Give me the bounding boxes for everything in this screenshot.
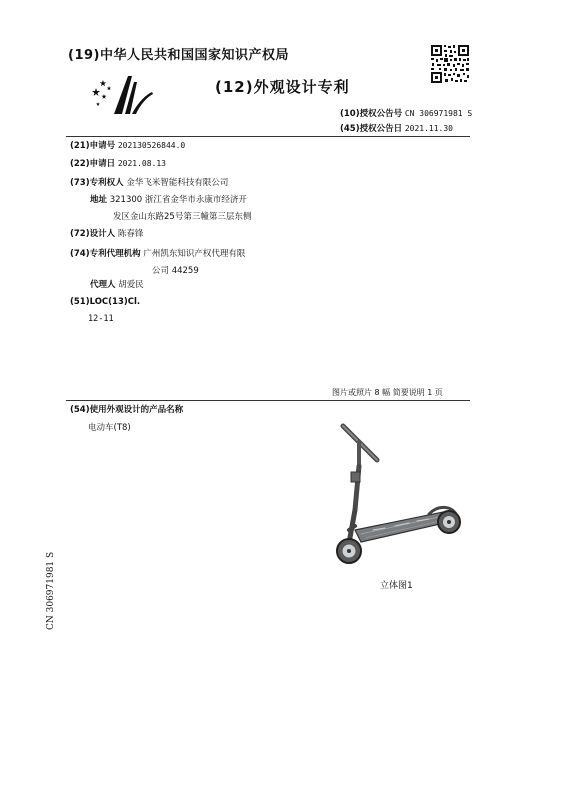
loc-classification-label [70,297,140,308]
designer-label: (72)设计人 [70,229,116,239]
app-no-label: (21)申请号 [70,141,116,151]
view-caption: 立体图1 [380,581,413,591]
loc-classification-value: 12-11 [88,314,114,324]
product-name: 电动车(T8) [88,423,131,433]
pub-date-value: 2021.11.30 [404,124,453,133]
publication-number-row [340,107,472,119]
agency [70,249,245,260]
pub-date-label: (45)授权公告日 [340,124,403,134]
publication-date-row [340,122,453,134]
electric-scooter-image [325,418,465,573]
designer [70,229,143,240]
front-wheel [337,539,361,563]
address-line-1: 321300 浙江省金华市永康市经济开 [109,195,247,205]
address [90,195,247,206]
agency-label: (74)专利代理机构 [70,249,141,259]
qr-code-icon [430,44,470,84]
office-name: (19)中华人民共和国国家知识产权局 [68,48,289,63]
app-date-value: 2021.08.13 [117,159,166,168]
app-date-label: (22)申请日 [70,159,116,169]
loc-label: (51)LOC(13)Cl. [70,297,141,307]
application-number [70,140,185,152]
product-name-label [70,405,183,416]
rear-wheel [438,511,460,533]
product-name-label-text: (54)使用外观设计的产品名称 [70,405,184,415]
designer-value: 陈春锋 [117,229,144,239]
pub-no-value: CN 306971981 S [404,109,473,118]
summary-divider [66,400,470,401]
pub-no-label: (10)授权公告号 [340,109,403,119]
side-publication-number: CN 306971981 S [46,551,56,630]
agent [90,280,144,291]
agent-label: 代理人 [90,280,116,290]
cnipa-logo-icon [92,74,154,116]
document-type: (12)外观设计专利 [215,78,350,96]
agency-line-2: 公司 44259 [152,266,199,276]
header-divider [66,136,470,137]
patentee-label: (73)专利权人 [70,178,124,188]
app-no-value: 202130526844.0 [117,141,186,150]
agency-line-1: 广州凯东知识产权代理有限 [143,249,246,259]
patentee-value: 金华飞米智能科技有限公司 [126,178,229,188]
application-date [70,158,166,170]
agent-value: 胡爱民 [118,280,144,290]
pages-summary: 图片或照片 8 幅 简要说明 1 页 [332,388,443,397]
patentee [70,178,228,189]
address-label: 地址 [90,195,108,205]
address-line-2: 发区金山东路25号第三幢第三层东侧 [113,212,252,222]
